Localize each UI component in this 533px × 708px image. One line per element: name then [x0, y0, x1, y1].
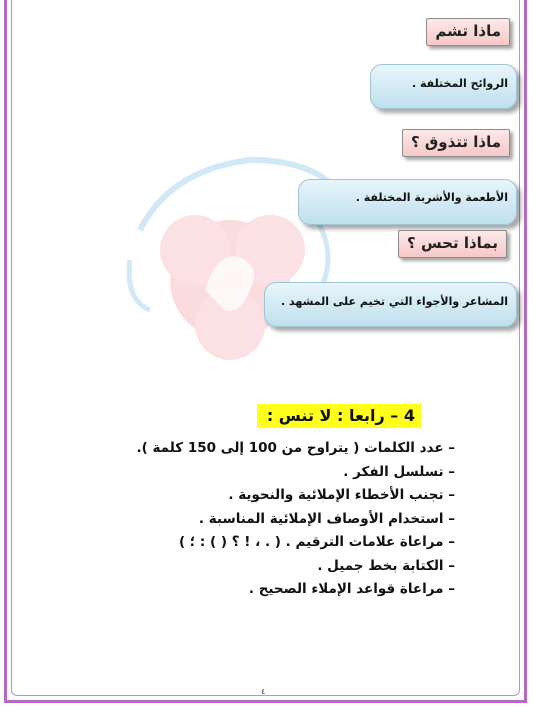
list-item: – تسلسل الفكر . [343, 463, 455, 480]
answer-box-taste: الأطعمة والأشربة المختلفة . [298, 179, 517, 225]
question-title-feel: بماذا تحس ؟ [398, 230, 507, 258]
tips-list [137, 437, 456, 602]
watermark-logo [110, 140, 360, 380]
answer-box-feel: المشاعر والأجواء التي تخيم على المشهد . [264, 282, 517, 327]
question-title-taste: ماذا تتذوق ؟ [402, 129, 510, 157]
list-item: – الكتابة بخط جميل . [317, 557, 455, 574]
tips-heading: 4 – رابعا : لا تنس : [257, 404, 421, 428]
list-item: – استخدام الأوصاف الإملائية المناسبة . [198, 510, 455, 527]
page-number: ٤ [261, 687, 266, 696]
question-title-smell: ماذا تشم [426, 18, 510, 46]
list-item: – مراعاة علامات الترقيم . ( . ، ! ؟ ( ) : ؛ ) [178, 534, 455, 550]
list-item: – عدد الكلمات ( يتراوح من 100 إلى 150 كلمة ). [136, 440, 455, 456]
answer-box-smell: الروائح المختلفة . [370, 64, 517, 109]
list-item: – تجنب الأخطاء الإملائية والنحوية . [228, 487, 455, 503]
list-item: – مراعاة قواعد الإملاء الصحيح . [248, 581, 455, 597]
